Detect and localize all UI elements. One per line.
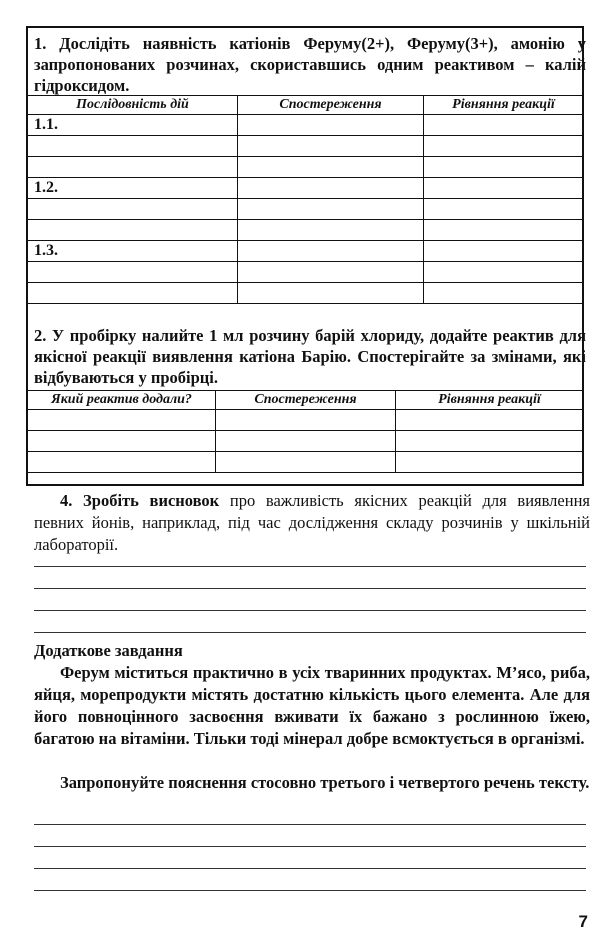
task1-header-observations: Спостереження: [238, 96, 424, 115]
task2-header-observations: Спостереження: [216, 391, 396, 410]
table-cell[interactable]: [238, 136, 424, 157]
table-cell[interactable]: [28, 199, 238, 220]
table-cell[interactable]: [216, 431, 396, 452]
task1-table: [27, 95, 584, 304]
task1-header-equation: Рівняння реакції: [424, 96, 584, 115]
table-row: [28, 157, 584, 178]
answer-line[interactable]: [34, 632, 586, 633]
table-row: [28, 241, 584, 262]
table-cell[interactable]: [424, 283, 584, 304]
table-cell[interactable]: [424, 157, 584, 178]
step-label: 1.1.: [28, 115, 238, 136]
table-row: [28, 115, 584, 136]
table-row: [28, 262, 584, 283]
task2-header-equation: Рівняння реакції: [396, 391, 584, 410]
table-cell[interactable]: [28, 410, 216, 431]
answer-line[interactable]: [34, 824, 586, 825]
task2-text: 2. У пробірку налийте 1 мл розчину барій хлориду, додайте реактив для якісної реакції виявлення катіона Барію. Спостерігайте за змінами, які відбуваються у пробірці.: [34, 326, 586, 387]
task4-lead: 4. Зробіть висновок: [60, 491, 220, 510]
table-cell[interactable]: [424, 178, 584, 199]
table-row: [28, 136, 584, 157]
table-cell[interactable]: [238, 199, 424, 220]
table-cell[interactable]: [28, 431, 216, 452]
step-label: 1.2.: [28, 178, 238, 199]
table-row: [28, 283, 584, 304]
table-cell[interactable]: [396, 431, 584, 452]
table-cell[interactable]: [238, 178, 424, 199]
table-cell[interactable]: [424, 262, 584, 283]
table-cell[interactable]: [28, 262, 238, 283]
table-row: [28, 410, 584, 431]
table-cell[interactable]: [424, 241, 584, 262]
table-cell[interactable]: [28, 136, 238, 157]
answer-line[interactable]: [34, 566, 586, 567]
table-cell[interactable]: [424, 220, 584, 241]
task1-header-actions: Послідовність дій: [28, 96, 238, 115]
answer-line[interactable]: [34, 890, 586, 891]
extra-paragraph1: Ферум міститься практично в усіх тваринних продуктах. М’ясо, риба, яйця, морепродукти містять достатню кількість цього елемента. Але для його повноцінного засвоєння вживати їх бажано з рослинною їжею, багатою на вітаміни. Тільки тоді мінерал добре всмоктується в організмі.: [34, 663, 590, 748]
table-cell[interactable]: [238, 157, 424, 178]
table-row: [28, 452, 584, 473]
table-cell[interactable]: [238, 262, 424, 283]
table-cell[interactable]: [424, 115, 584, 136]
task2-header-reagent: Який реактив додали?: [28, 391, 216, 410]
task1-text: 1. Дослідіть наявність катіонів Феруму(2+), Феруму(3+), амонію у запропонованих розчинах, скориставшись одним реактивом – калій гідроксидом.: [34, 34, 586, 95]
table-row: [28, 431, 584, 452]
table-cell[interactable]: [238, 220, 424, 241]
table-cell[interactable]: [216, 452, 396, 473]
table-cell[interactable]: [238, 283, 424, 304]
task4-paragraph: [34, 490, 590, 556]
table-cell[interactable]: [28, 283, 238, 304]
answer-line[interactable]: [34, 588, 586, 589]
task2-table: [27, 390, 584, 473]
table-cell[interactable]: [396, 452, 584, 473]
table-cell[interactable]: [28, 220, 238, 241]
page-number: 7: [578, 912, 588, 931]
table-cell[interactable]: [396, 410, 584, 431]
table-cell[interactable]: [238, 115, 424, 136]
step-label: 1.3.: [28, 241, 238, 262]
table-cell[interactable]: [28, 452, 216, 473]
table-cell[interactable]: [28, 157, 238, 178]
task4-text: про важливість якісних реакцій для виявлення певних йонів, наприклад, під час дослідження складу розчинів у шкільній лабораторії.: [34, 491, 590, 554]
table-row: [28, 178, 584, 199]
table-row: [28, 220, 584, 241]
table-cell[interactable]: [424, 136, 584, 157]
answer-line[interactable]: [34, 868, 586, 869]
table-cell[interactable]: [424, 199, 584, 220]
table-cell[interactable]: [238, 241, 424, 262]
answer-line[interactable]: [34, 610, 586, 611]
extra-heading: Додаткове завдання: [34, 641, 183, 660]
answer-line[interactable]: [34, 846, 586, 847]
table-cell[interactable]: [216, 410, 396, 431]
table-row: [28, 199, 584, 220]
extra-paragraph2: Запропонуйте пояснення стосовно третього і четвертого речень тексту.: [60, 773, 590, 792]
